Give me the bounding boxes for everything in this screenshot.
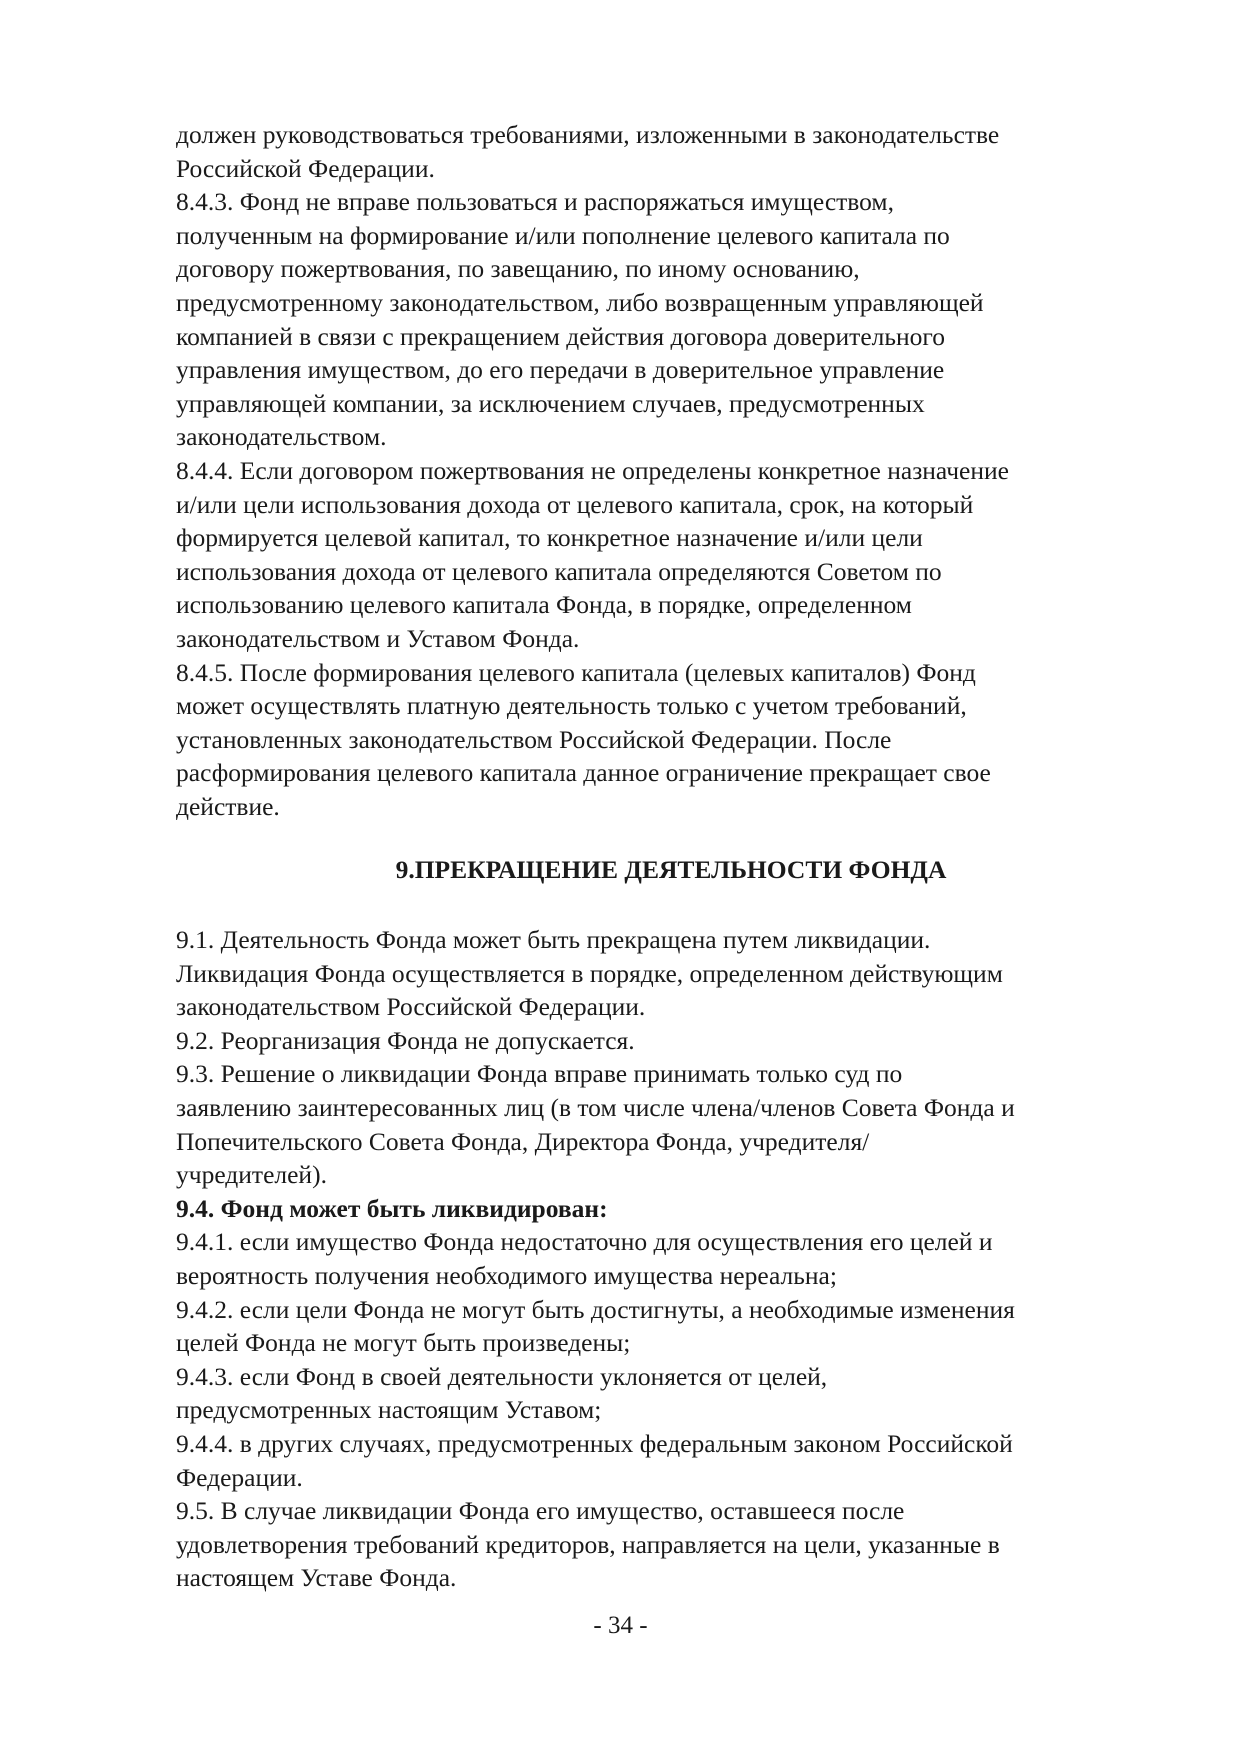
text-line: учредителей). <box>176 1160 327 1190</box>
text-line: расформирования целевого капитала данное ограничение прекращает свое <box>176 758 991 788</box>
text-line: вероятность получения необходимого имущества нереальна; <box>176 1261 837 1290</box>
text-line: 9.4.1. если имущество Фонда недостаточно для осуществления его целей и <box>176 1227 993 1257</box>
text-line: настоящем Уставе Фонда. <box>176 1563 457 1593</box>
text-line: предусмотренному законодательством, либо возвращенным управляющей <box>176 287 984 317</box>
subsection-heading: 9.4. Фонд может быть ликвидирован: <box>176 1193 608 1223</box>
text-line: установленных законодательством Российской Федерации. После <box>176 724 892 754</box>
text-line: 9.2. Реорганизация Фонда не допускается. <box>176 1025 635 1055</box>
text-line: 9.1. Деятельность Фонда может быть прекращена путем ликвидации. <box>176 925 931 955</box>
text-line: полученным на формирование и/или пополнение целевого капитала по <box>176 220 950 250</box>
text-line: управляющей компании, за исключением случаев, предусмотренных <box>176 388 925 418</box>
text-line: 8.4.3. Фонд не вправе пользоваться и распоряжаться имуществом, <box>176 187 894 217</box>
text-line: 9.3. Решение о ликвидации Фонда вправе принимать только суд по <box>176 1059 903 1089</box>
section-9-paragraphs <box>176 923 1166 1192</box>
text-line: законодательством Российской Федерации. <box>176 992 646 1022</box>
text-line: 9.4.4. в других случаях, предусмотренных федеральным законом Российской <box>176 1428 1013 1458</box>
section-heading: 9.ПРЕКРАЩЕНИЕ ДЕЯТЕЛЬНОСТИ ФОНДА <box>395 855 947 885</box>
text-line: предусмотренных настоящим Уставом; <box>176 1395 602 1425</box>
text-line: Федерации. <box>176 1462 303 1492</box>
text-line: Попечительского Совета Фонда, Директора Фонда, учредителя/ <box>176 1126 870 1156</box>
page-content <box>176 118 1166 1595</box>
text-line: законодательством и Уставом Фонда. <box>176 623 580 653</box>
text-line: 9.4.2. если цели Фонда не могут быть достигнуты, а необходимые изменения <box>176 1294 1015 1324</box>
text-line: заявлению заинтересованных лиц (в том числе члена/членов Совета Фонда и <box>176 1093 1015 1123</box>
text-line: договору пожертвования, по завещанию, по иному основанию, <box>176 254 860 284</box>
text-line: использованию целевого капитала Фонда, в порядке, определенном <box>176 590 912 620</box>
text-line: целей Фонда не могут быть произведены; <box>176 1328 631 1358</box>
text-line: 9.5. В случае ликвидации Фонда его имущество, оставшееся после <box>176 1496 905 1526</box>
text-line: законодательством. <box>176 422 387 452</box>
text-line: 8.4.4. Если договором пожертвования не определены конкретное назначение <box>176 455 1009 485</box>
text-line: Ликвидация Фонда осуществляется в порядке, определенном действующим <box>176 958 1003 988</box>
text-line: управления имуществом, до его передачи в доверительное управление <box>176 355 945 385</box>
text-line: использования дохода от целевого капитала определяются Советом по <box>176 556 942 586</box>
text-line: может осуществлять платную деятельность только с учетом требований, <box>176 691 967 721</box>
text-line: компанией в связи с прекращением действия договора доверительного <box>176 321 945 351</box>
text-line: 8.4.5. После формирования целевого капитала (целевых капиталов) Фонд <box>176 657 976 687</box>
text-line: формируется целевой капитал, то конкретное назначение и/или цели <box>176 523 923 553</box>
text-line: должен руководствоваться требованиями, изложенными в законодательстве <box>176 120 1000 149</box>
page-number: - 34 - <box>593 1612 648 1639</box>
section-8-4-continuation <box>176 118 1166 823</box>
text-line: и/или цели использования дохода от целевого капитала, срок, на который <box>176 489 974 519</box>
text-line: Российской Федерации. <box>176 153 435 183</box>
text-line: действие. <box>176 791 280 821</box>
text-line: удовлетворения требований кредиторов, направляется на цели, указанные в <box>176 1529 1000 1559</box>
text-line: 9.4.3. если Фонд в своей деятельности уклоняется от целей, <box>176 1361 828 1391</box>
section-9-4-items <box>176 1225 1166 1595</box>
